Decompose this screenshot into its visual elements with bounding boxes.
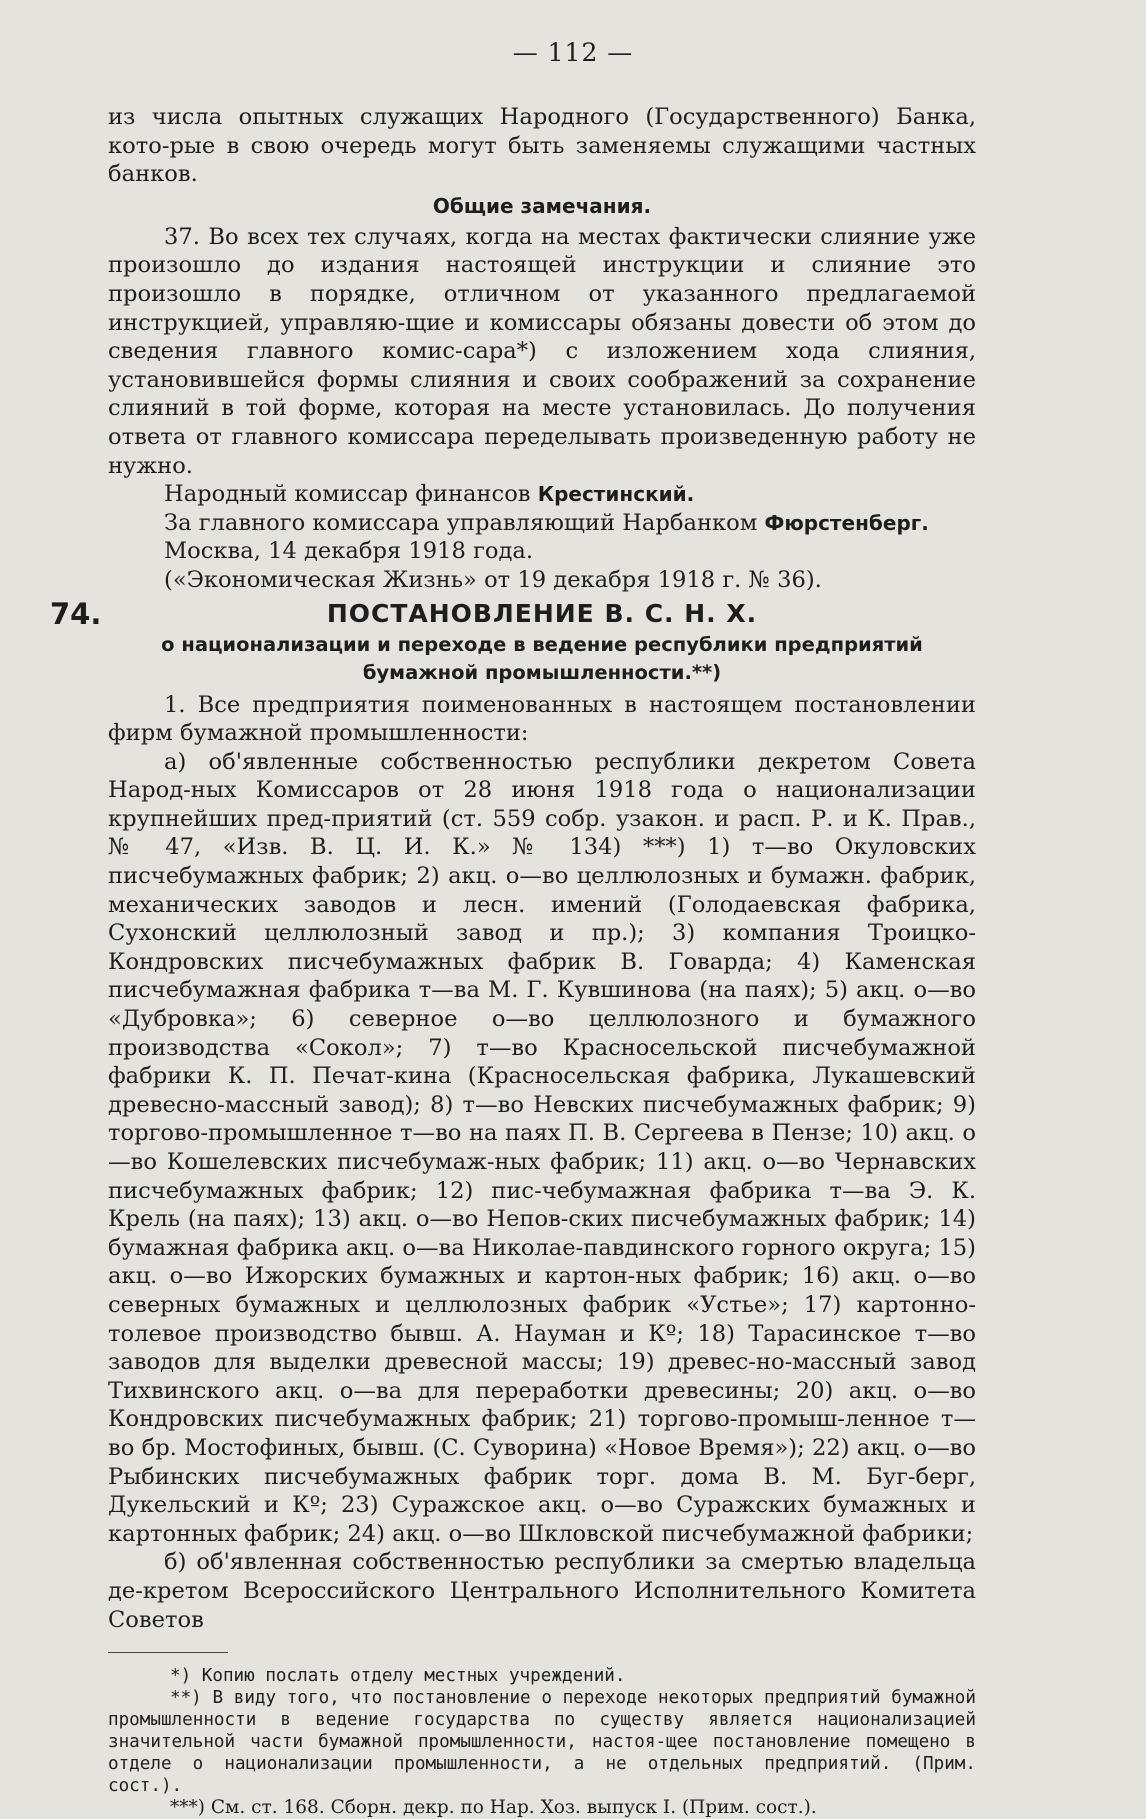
decree-title <box>50 596 976 631</box>
paragraph-a: а) об'явленные собственностью республики декретом Совета Народ-ных Комиссаров от 28 июня 1918 года о национализации крупнейших пред-приятий (ст. 559 собр. узакон. и расп. Р. и К. Прав., № 47, «Изв. В. Ц. И. К.» № 134) ***) 1) т—во Окуловских писчебумажных фабрик; 2) акц. о—во целлюлозных и бумажн. фабрик, механических заводов и лесн. имений (Голодаевская фабрика, Сухонский целлюлозный завод и пр.); 3) компания Троицко-Кондровских писчебумажных фабрик В. Говарда; 4) Каменская писчебумажная фабрика т—ва М. Г. Кувшинова (на паях); 5) акц. о—во «Дубровка»; 6) северное о—во целлюлозного и бумажного производства «Сокол»; 7) т—во Красносельской писчебумажной фабрики К. П. Печат-кина (Красносельская фабрика, Лукашевский древесно-массный завод); 8) т—во Невских писчебумажных фабрик; 9) торгово-промышленное т—во на паях П. В. Сергеева в Пензе; 10) акц. о—во Кошелевских писчебумаж-ных фабрик; 11) акц. о—во Чернавских писчебумажных фабрик; 12) пис-чебумажная фабрика т—ва Э. К. Крель (на паях); 13) акц. о—во Непов-ских писчебумажных фабрик; 14) бумажная фабрика акц. о—ва Николае-павдинского горного округа; 15) акц. о—во Ижорских бумажных и картон-ных фабрик; 16) акц. о—во северных бумажных и целлюлозных фабрик «Устье»; 17) картонно-толевое производство бывш. А. Науман и Кº; 18) Тарасинское т—во заводов для выделки древесной массы; 19) древес-но-массный завод Тихвинского акц. о—ва для переработки древесины; 20) акц. о—во Кондровских писчебумажных фабрик; 21) торгово-промыш-ленное т—во бр. Мостофиных, бывш. (С. Суворина) «Новое Время»); 22) акц. о—во Рыбинских писчебумажных фабрик торг. дома В. М. Буг-берг, Дукельский и Кº; 23) Суражское акц. о—во Суражских бумажных и картонных фабрик; 24) акц. о—во Шкловской писчебумажной фабрики; <box>108 748 976 1547</box>
general-remarks-heading: Общие замечания. <box>432 193 652 218</box>
footnote-divider <box>108 1652 228 1653</box>
signature-deputy-title: За главного комиссара управляющий Нарбанком <box>164 509 758 536</box>
page-number: — 112 — <box>512 38 634 67</box>
decree-subtitle: о национализации и переходе в ведение республики предприятий бумажной промышленности.**) <box>161 632 923 684</box>
footnotes <box>108 1665 976 1819</box>
source-citation: («Экономическая Жизнь» от 19 декабря 1918 г. № 36). <box>164 566 822 593</box>
decree-number: 74. <box>50 596 102 631</box>
footnote-1: *) Копию послать отделу местных учреждений. <box>170 1666 626 1687</box>
footnote-2: **) В виду того, что постановление о переходе некоторых предприятий бумажной промышленности в ведение государства по существу является национализацией значительной части бумажной промышленности, настоя-щее постановление помещено в отделе о национализации промышленности, а не отдельных предприятий. (Прим. сост.). <box>108 1688 976 1797</box>
signature-commissar-title: Народный комиссар финансов <box>164 481 531 508</box>
paragraph-b: б) об'явленная собственностью республики за смертью владельца де-кретом Всероссийского Центрального Исполнительного Комитета Советов <box>108 1549 976 1633</box>
signature-commissar <box>108 480 976 509</box>
signature-deputy-name: Фюрстенберг. <box>764 510 929 535</box>
signature-commissar-name: Крестинский. <box>537 482 695 507</box>
page-content <box>50 103 976 1819</box>
paragraph-1: 1. Все предприятия поименованных в настоящем постановлении фирм бумажной промышленности: <box>108 691 976 747</box>
paragraph-37: 37. Во всех тех случаях, когда на местах фактически слияние уже произошло до издания настоящей инструкции и слияние это произошло в порядке, отличном от указанного предлагаемой инструкцией, управляю-щие и комиссары обязаны довести об этом до сведения главного комис-сара*) с изложением хода слияния, установившейся формы слияния и своих соображений за сохранение слияний в той форме, которая на месте установилась. До получения ответа от главного комиссара переделывать произведенную работу не нужно. <box>108 223 976 479</box>
intro-paragraph: из числа опытных служащих Народного (Государственного) Банка, кото-рые в свою очередь могут быть заменяемы служащими частных банков. <box>108 104 976 188</box>
decree-title-text: ПОСТАНОВЛЕНИЕ В. С. Н. Х. <box>326 598 758 628</box>
signature-place-date: Москва, 14 декабря 1918 года. <box>164 538 534 565</box>
footnote-3: ***) См. ст. 168. Сборн. декр. по Нар. Хоз. выпуск I. (Прим. сост.). <box>170 1797 817 1819</box>
signature-deputy <box>108 509 976 538</box>
